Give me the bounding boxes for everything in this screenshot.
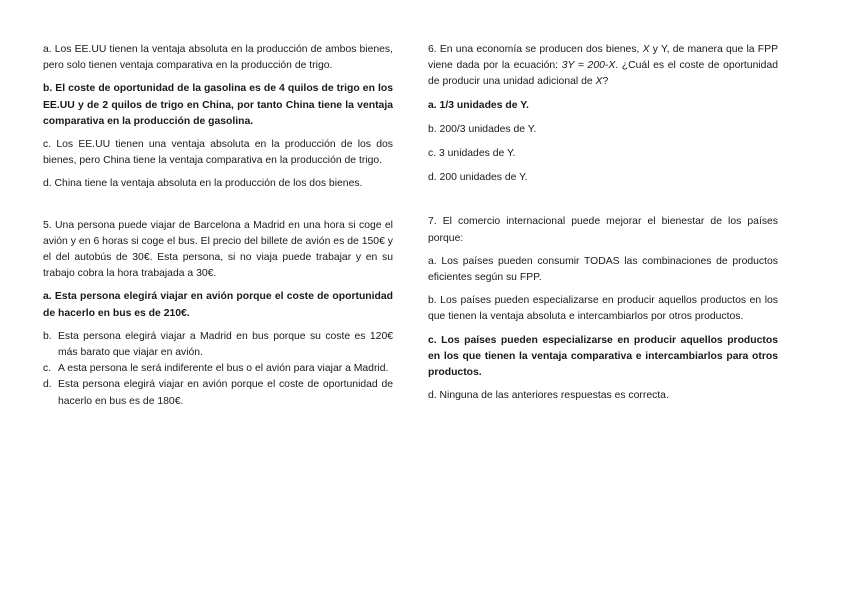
q6-stem-part4: . ¿Cuál es el coste de oportunidad de producir una unidad adicional de: [428, 60, 779, 88]
q5-option-d: [43, 377, 393, 409]
q4-option-d: d. China tiene la ventaja absoluta en la producción de los dos bienes.: [43, 178, 363, 190]
q5-option-a-correct: a. Esta persona elegirá viajar en avión porque el coste de oportunidad de hacerlo en bus es de 210€.: [43, 291, 393, 319]
q5-stem: 5. Una persona puede viajar de Barcelona a Madrid en una hora si coge el avión y en 6 horas si coge el bus. El precio del billete de avión es de 150€ y el del autobús de 30€. Esta persona, si no viaja puede trabajar y en su trabajo cobra la hora trabajada a 30€.: [43, 219, 393, 280]
q6-option-b: b. 200/3 unidades de Y.: [428, 123, 537, 135]
q6-equation: 3Y = 200-X: [561, 60, 616, 72]
q5-option-d-marker: d.: [43, 379, 52, 391]
q7-option-d: d. Ninguna de las anteriores respuestas es correcta.: [428, 390, 669, 402]
q6-option-a-correct: a. 1/3 unidades de Y.: [428, 99, 529, 111]
q7-stem: 7. El comercio internacional puede mejorar el bienestar de los países porque:: [428, 216, 778, 244]
q6-stem-part1: 6. En una economía se producen dos bienes,: [428, 44, 643, 55]
q5-option-c-marker: c.: [43, 363, 52, 375]
q6-stem-part3: , de manera que la FPP viene dada por la ecuación:: [428, 44, 779, 72]
q6-var-x2: X: [595, 76, 603, 88]
q4-option-c: c. Los EE.UU tienen una ventaja absoluta en la producción de los dos bienes, pero China tiene la ventaja comparativa en la producción de trigo.: [43, 139, 393, 167]
q5-option-b-marker: b.: [43, 330, 52, 342]
left-column: [43, 42, 393, 410]
q5-option-c: [43, 361, 393, 377]
q6-var-y: Y: [661, 44, 667, 55]
q4-option-a: a. Los EE.UU tienen la ventaja absoluta en la producción de ambos bienes, pero solo tienen ventaja comparativa en la producción de trigo.: [43, 44, 393, 72]
q7-option-b: b. Los países pueden especializarse en producir aquellos productos en los que tienen la ventaja absoluta e intercambiarlos por otros productos.: [428, 295, 778, 323]
q6-stem: [428, 42, 778, 91]
q6-var-x: X: [642, 44, 650, 55]
q6-option-d: d. 200 unidades de Y.: [428, 172, 528, 184]
q5-option-d-text: Esta persona elegirá viajar en avión porque el coste de oportunidad de hacerlo en bus es de 180€.: [58, 379, 393, 407]
right-column: [428, 42, 778, 411]
q5-option-b-text: Esta persona elegirá viajar a Madrid en bus porque su coste es 120€ más barato que viajar en avión.: [58, 330, 393, 359]
q6-stem-part5: ?: [602, 76, 609, 88]
spacer: [428, 194, 778, 214]
q7-option-a: a. Los países pueden consumir TODAS las combinaciones de productos eficientes según su FPP.: [428, 255, 778, 284]
q4-option-b-correct: b. El coste de oportunidad de la gasolina es de 4 quilos de trigo en los EE.UU y de 2 quilos de trigo en China, por tanto China tiene la ventaja comparativa en la producción de gasolina.: [43, 83, 393, 127]
q6-option-c: c. 3 unidades de Y.: [428, 148, 516, 160]
q7-option-c-correct: c. Los países pueden especializarse en producir aquellos productos en los que tienen la ventaja comparativa e intercambiarlos para otros productos.: [428, 334, 778, 379]
q5-option-c-text: A esta persona le será indiferente el bus o el avión para viajar a Madrid.: [58, 363, 389, 375]
spacer: [43, 200, 393, 218]
q6-stem-part2: y: [649, 44, 662, 55]
q5-option-b: [43, 329, 393, 361]
